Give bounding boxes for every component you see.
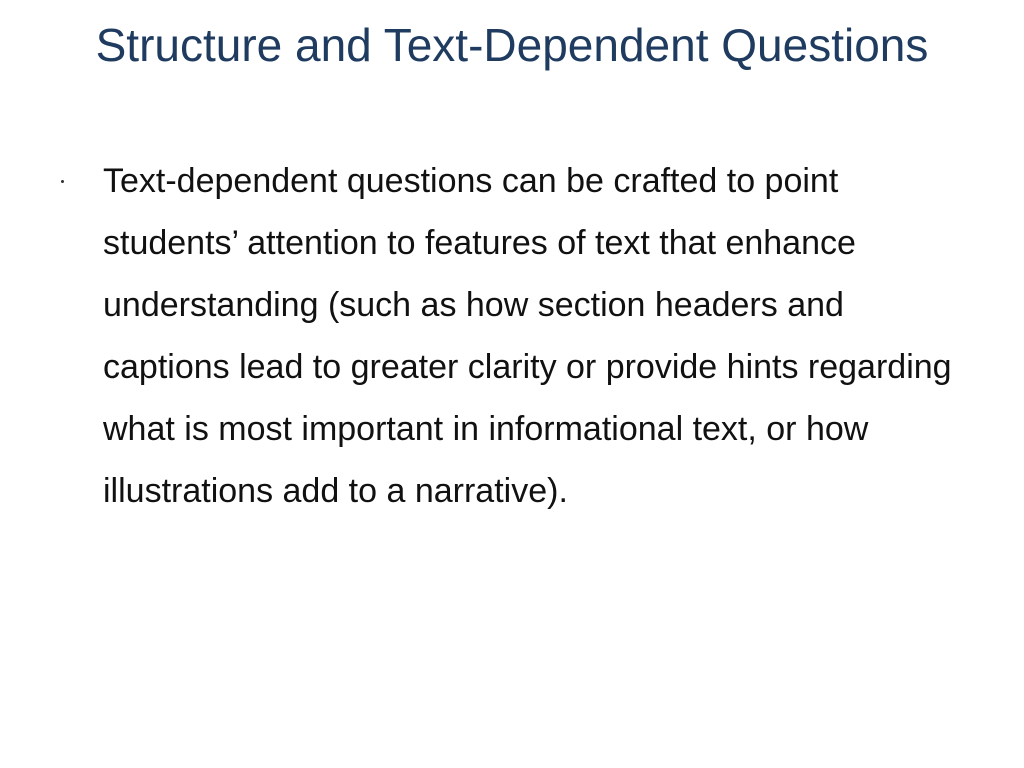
bullet-list	[58, 150, 958, 522]
bullet-text: Text-dependent questions can be crafted to point students’ attention to features of text that enhance understanding (such as how section headers and captions lead to greater clarity or provide hints regarding what is most important in informational text, or how illustrations add to a narrative).	[103, 162, 952, 510]
bullet-item	[58, 150, 958, 522]
slide-title: Structure and Text-Dependent Questions	[95, 19, 929, 71]
bullet-dot-icon	[61, 180, 64, 183]
